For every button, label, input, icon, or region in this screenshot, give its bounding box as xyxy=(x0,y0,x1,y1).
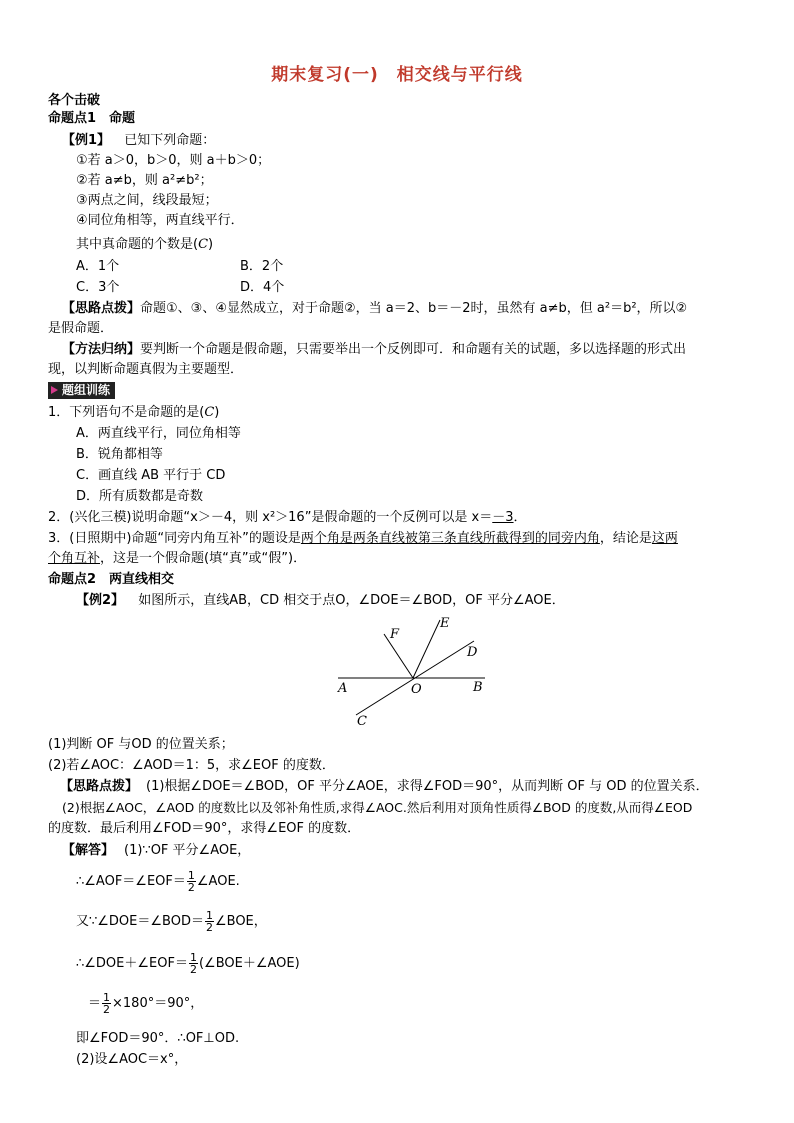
q1-prefix: 1．下列语句不是命题的是( xyxy=(48,405,205,420)
solution-step-4 xyxy=(76,950,300,978)
q1-suffix: ) xyxy=(214,405,220,420)
example1-stem-line xyxy=(62,132,215,150)
label-a: A xyxy=(338,681,348,696)
q3-prefix: 3．(日照期中)命题“同旁内角互补”的题设是 xyxy=(48,531,301,546)
drill-tag: 题组训练 xyxy=(48,382,115,399)
q2 xyxy=(48,509,527,527)
page-title: 期末复习(一) 相交线与平行线 xyxy=(271,65,523,85)
q3-line1 xyxy=(48,530,678,548)
intersecting-lines-figure xyxy=(330,612,500,727)
example2-analysis-label: 【思路点拨】 xyxy=(60,779,139,794)
example2-part1: (1)判断 OF 与OD 的位置关系； xyxy=(48,737,234,752)
example2-solution-line1 xyxy=(62,842,250,860)
q1-answer: C xyxy=(204,405,215,420)
q1-option-d: D．所有质数都是奇数 xyxy=(76,489,204,504)
example1-method-line1 xyxy=(62,341,686,359)
q3-middle: ，结论是 xyxy=(599,531,652,546)
example1-method-line2: 现，以判断命题真假为主要题型． xyxy=(48,362,244,377)
q1-option-b: B．锐角都相等 xyxy=(76,447,163,462)
fraction-half: $\frac{1}{2}$ xyxy=(103,991,111,1016)
label-c: C xyxy=(357,714,367,727)
example1-option-c: C．3个 xyxy=(76,280,120,295)
section-heading: 各个击破 xyxy=(48,93,101,108)
q1-option-c: C．画直线 AB 平行于 CD xyxy=(76,468,226,483)
step2-prefix: ∴∠AOF＝∠EOF＝ xyxy=(76,874,186,889)
label-f: F xyxy=(390,627,400,642)
example2-analysis-line1 xyxy=(60,778,709,796)
example1-question-prefix: 其中真命题的个数是( xyxy=(76,237,199,252)
example1-answer: C xyxy=(198,237,209,252)
ray-oe xyxy=(413,620,440,678)
example1-item-1: ①若 a＞0，b＞0，则 a＋b＞0； xyxy=(76,153,271,168)
q1-stem xyxy=(48,404,219,422)
example1-label: 【例1】 xyxy=(62,133,111,148)
example1-method-text1: 要判断一个命题是假命题，只需要举出一个反例即可．和命题有关的试题，多以选择题的形式出 xyxy=(140,342,687,357)
example2-analysis-line3: 的度数．最后利用∠FOD＝90°，求得∠EOF 的度数． xyxy=(48,821,361,836)
q2-suffix: ． xyxy=(513,510,527,525)
point1-heading: 命题点1 命题 xyxy=(48,111,136,126)
example1-analysis-label: 【思路点拨】 xyxy=(62,301,141,316)
example2-stem-line xyxy=(76,592,565,610)
example2-analysis-text1: (1)根据∠DOE＝∠BOD，OF 平分∠AOE，求得∠FOD＝90°，从而判断 OF 与 OD 的位置关系． xyxy=(146,779,709,794)
q2-answer: －3 xyxy=(492,510,514,525)
fraction-half: $\frac{1}{2}$ xyxy=(205,909,213,934)
example1-item-3: ③两点之间，线段最短； xyxy=(76,193,218,208)
q3-answer2b: 个角互补 xyxy=(48,551,101,566)
label-o: O xyxy=(411,682,422,697)
step4-prefix: ∴∠DOE＋∠EOF＝ xyxy=(76,956,188,971)
step2-suffix: ∠AOE. xyxy=(196,874,240,889)
q1-option-a: A．两直线平行，同位角相等 xyxy=(76,426,241,441)
example1-question-suffix: ) xyxy=(208,237,214,252)
step5-suffix: ×180°＝90°， xyxy=(112,996,204,1011)
solution-step-6: 即∠FOD＝90°．∴OF⊥OD. xyxy=(76,1031,240,1046)
label-b: B xyxy=(473,680,483,695)
solution-step-3 xyxy=(76,908,267,936)
example2-analysis-line2: (2)根据∠AOC，∠AOD 的度数比以及邻补角性质,求得∠AOC.然后利用对顶角性质得∠BOD 的度数,从而得∠EOD xyxy=(62,800,693,815)
step5-prefix: ＝ xyxy=(88,996,102,1011)
label-d: D xyxy=(467,645,478,660)
example1-analysis-line2: 是假命题． xyxy=(48,321,114,336)
solution-step-2 xyxy=(76,868,240,896)
solution-step-5 xyxy=(88,990,203,1018)
example2-part2: (2)若∠AOC：∠AOD＝1：5，求∠EOF 的度数． xyxy=(48,758,335,773)
example1-option-b: B．2个 xyxy=(240,259,284,274)
example1-item-4: ④同位角相等，两直线平行． xyxy=(76,213,244,228)
step3-suffix: ∠BOE， xyxy=(214,914,267,929)
label-e: E xyxy=(440,616,450,631)
solution-step-7: (2)设∠AOC＝x°， xyxy=(76,1052,188,1067)
point2-heading: 命题点2 两直线相交 xyxy=(48,572,175,587)
example1-question xyxy=(76,236,213,254)
example1-method-label: 【方法归纳】 xyxy=(62,342,141,357)
example2-stem: 如图所示，直线AB，CD 相交于点O，∠DOE＝∠BOD，OF 平分∠AOE． xyxy=(138,593,565,608)
q3-answer1: 两个角是两条直线被第三条直线所截得到的同旁内角 xyxy=(300,531,600,546)
q3-answer2a: 这两 xyxy=(651,531,678,546)
example1-analysis-text1: 命题①、③、④显然成立，对于命题②，当 a＝2、b＝－2时，虽然有 a≠b，但 a²＝b²，所以② xyxy=(140,301,688,316)
example1-option-a: A．1个 xyxy=(76,259,120,274)
q2-prefix: 2．(兴化三模)说明命题“x＞－4，则 x²＞16”是假命题的一个反例可以是 x＝ xyxy=(48,510,493,525)
step3-prefix: 又∵∠DOE＝∠BOD＝ xyxy=(76,914,204,929)
example2-label: 【例2】 xyxy=(76,593,125,608)
example1-item-2: ②若 a≠b，则 a²≠b²； xyxy=(76,173,213,188)
q3-line2 xyxy=(48,550,306,568)
q3-suffix: ，这是一个假命题(填“真”或“假”)． xyxy=(100,551,307,566)
fraction-half: $\frac{1}{2}$ xyxy=(187,869,195,894)
step4-suffix: (∠BOE＋∠AOE) xyxy=(198,956,300,971)
example1-stem: 已知下列命题： xyxy=(124,133,216,148)
example2-solution-label: 【解答】 xyxy=(62,843,115,858)
example1-option-d: D．4个 xyxy=(240,280,285,295)
example2-solution-text1: (1)∵OF 平分∠AOE， xyxy=(124,843,251,858)
example1-analysis-line1 xyxy=(62,300,687,318)
fraction-half: $\frac{1}{2}$ xyxy=(189,951,197,976)
